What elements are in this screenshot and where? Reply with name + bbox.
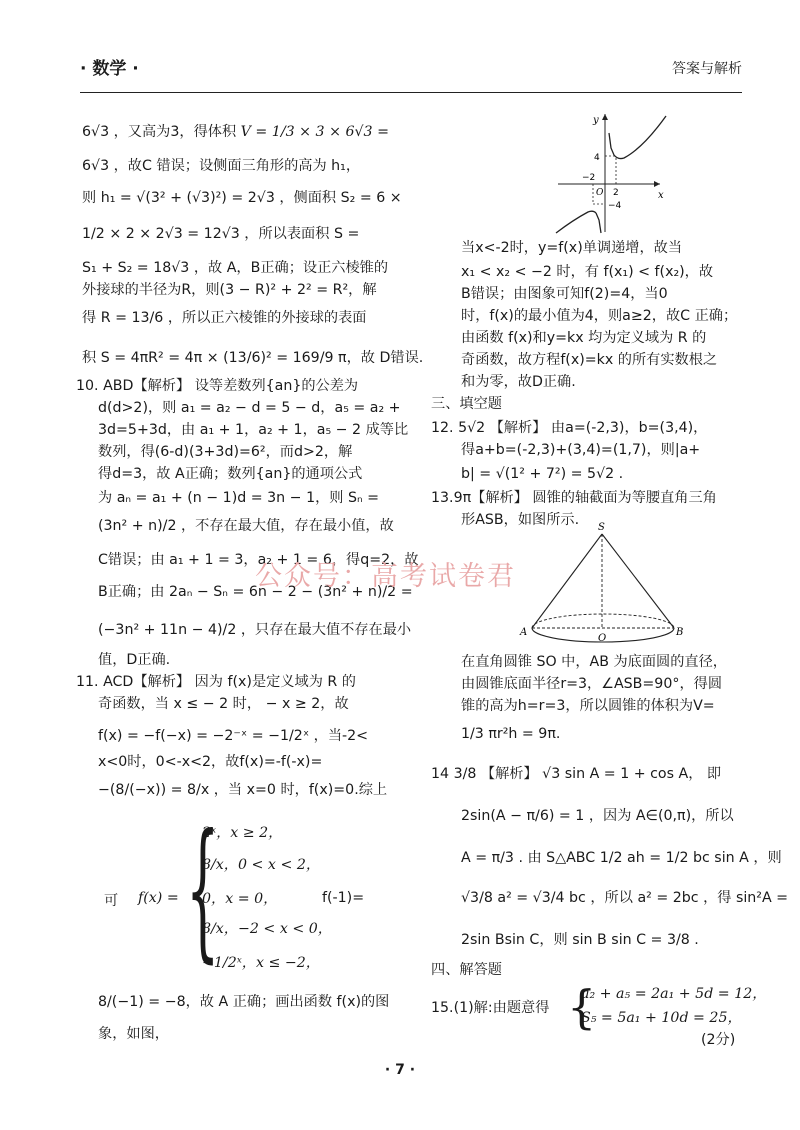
right-line-1: 当x<-2时，y=f(x)单调递增，故当: [461, 240, 683, 256]
piecewise-brace: {: [186, 803, 220, 977]
q14-line-4: √3/8 a² = √3/4 bc ，所以 a² = 2bc ，得 sin²A =: [461, 890, 789, 906]
text-l1b: V = 1/3 × 3 × 6√3 =: [240, 124, 389, 140]
section-3-heading: 三、填空题: [431, 396, 502, 412]
q10-line-11: 值，D正确.: [98, 652, 171, 668]
case-5: −1/2ˣ，x ≤ −2，: [202, 955, 320, 971]
left-line-1: [82, 122, 389, 143]
q13-line-6: 1/3 πr²h = 9π.: [461, 726, 561, 742]
q10-line-4: 数列，得(6-d)(3+3d)=6²，而d>2，解: [98, 444, 353, 460]
q15-points: (2分): [701, 1032, 736, 1048]
header-subject: · 数学 ·: [80, 59, 139, 79]
right-line-7: 和为零，故D正确.: [461, 374, 576, 390]
q10-line-2: d(d>2)，则 a₁ = a₂ − d = 5 − d，a₅ = a₂ +: [98, 400, 401, 416]
q11-line-5: −(8/(−x)) = 8/x ，当 x=0 时，f(x)=0.综上: [98, 782, 388, 798]
q13-line-2: 形ASB，如图所示.: [461, 512, 580, 528]
q11-line-7: 象，如图，: [98, 1026, 169, 1042]
text-l1a: 6√3 ，又高为3，得体积: [82, 124, 237, 140]
graph-y-label: y: [593, 115, 599, 126]
q13-line-4: 由圆锥底面半径r=3，∠ASB=90°，得圆: [461, 676, 723, 692]
q11-line-1: 11. ACD【解析】 因为 f(x)是定义域为 R 的: [76, 674, 356, 690]
left-line-4: 1/2 × 2 × 2√3 = 12√3 ，所以表面积 S =: [82, 226, 360, 242]
left-line-6: 外接球的半径为R，则(3 − R)² + 2² = R²，解: [82, 282, 377, 298]
right-line-6: 奇函数，故方程f(x)=kx 的所有实数根之: [461, 352, 718, 368]
right-line-4: 时，f(x)的最小值为4，则a≥2，故C 正确；: [461, 308, 738, 324]
q11-line-4: x<0时，0<-x<2，故f(x)=-f(-x)=: [98, 754, 323, 770]
function-graph-svg: [548, 108, 678, 238]
left-line-7: 得 R = 13/6 ，所以正六棱锥的外接球的表面: [82, 310, 367, 326]
q11-line-3: f(x) = −f(−x) = −2⁻ˣ = −1/2ˣ ，当-2<: [98, 728, 369, 744]
graph-tick-minus4: −4: [608, 201, 622, 211]
section-4-heading: 四、解答题: [431, 962, 502, 978]
header-rule: [80, 92, 742, 93]
q12-line-2: 得a+b=(-2,3)+(3,4)=(1,7)，则|a+: [461, 442, 701, 458]
graph-tick-4: 4: [594, 153, 600, 163]
graph-tick-minus2: −2: [582, 173, 596, 183]
graph-x-label: x: [658, 190, 664, 201]
case-1: 2ˣ，x ≥ 2，: [202, 825, 283, 841]
right-line-5: 由函数 f(x)和y=kx 均为定义域为 R 的: [461, 330, 707, 346]
q10-line-7: (3n² + n)/2 ，不存在最大值，存在最小值，故: [98, 518, 394, 534]
page-number: · 7 ·: [384, 1062, 416, 1078]
left-line-5: S₁ + S₂ = 18√3 ，故 A，B正确；设正六棱锥的: [82, 260, 389, 276]
left-line-2: 6√3 ，故C 错误；设侧面三角形的高为 h₁，: [82, 158, 361, 174]
header-section: 答案与解析: [672, 61, 742, 77]
case-3: 0，x = 0，: [202, 891, 278, 907]
q11-line-6: 8/(−1) = −8，故 A 正确；画出函数 f(x)的图: [98, 994, 390, 1010]
q10-line-3: 3d=5+3d，由 a₁ + 1，a₂ + 1，a₅ − 2 成等比: [98, 422, 409, 438]
q10-line-1: 10. ABD【解析】 设等差数列{an}的公差为: [76, 378, 359, 394]
graph-tick-2: 2: [613, 188, 619, 198]
q14-line-2: 2sin(A − π/6) = 1 ，因为 A∈(0,π)，所以: [461, 808, 734, 824]
right-line-2: x₁ < x₂ < −2 时，有 f(x₁) < f(x₂)，故: [461, 264, 714, 280]
graph-origin: O: [596, 188, 604, 198]
q14-line-1: 14 3/8 【解析】 √3 sin A = 1 + cos A， 即: [431, 766, 722, 782]
q14-line-3: A = π/3 . 由 S△ABC 1/2 ah = 1/2 bc sin A ，则: [461, 850, 782, 866]
q11-line-2: 奇函数，当 x ≤ − 2 时， − x ≥ 2，故: [98, 696, 349, 712]
cone-svg: [518, 520, 690, 645]
cone-label-o: O: [598, 633, 607, 644]
watermark-text: 公众号：高考试卷君: [255, 561, 516, 592]
q11-f-minus1: f(-1)=: [322, 890, 365, 906]
q10-line-5: 得d=3，故 A正确；数列{an}的通项公式: [98, 466, 363, 482]
q12-line-1: 12. 5√2 【解析】 由a=(-2,3)，b=(3,4)，: [431, 420, 708, 436]
left-line-3: 则 h₁ = √(3² + (√3)²) = 2√3 ，侧面积 S₂ = 6 ×: [82, 190, 402, 206]
q10-line-10: (−3n² + 11n − 4)/2 ，只存在最大值不存在最小: [98, 622, 412, 638]
cone-label-s: S: [598, 522, 605, 533]
q11-ke: 可: [104, 893, 119, 909]
q10-line-8: C错误；由 a₁ + 1 = 3，a₂ + 1 = 6，得q=2，故: [98, 552, 419, 568]
q12-line-3: b| = √(1² + 7²) = 5√2 .: [461, 466, 624, 482]
function-graph: [548, 108, 678, 238]
q11-fx-label: f(x) =: [138, 890, 179, 906]
cone-label-a: A: [520, 627, 528, 638]
cone-label-b: B: [676, 627, 684, 638]
q13-line-3: 在直角圆锥 SO 中，AB 为底面圆的直径，: [461, 654, 727, 670]
q14-line-5: 2sin Bsin C，则 sin B sin C = 3/8 .: [461, 932, 699, 948]
left-line-8: 积 S = 4πR² = 4π × (13/6)² = 169/9 π，故 D错误.: [82, 350, 424, 366]
q15-intro: 15.(1)解:由题意得: [431, 1000, 550, 1016]
q13-line-5: 锥的高为h=r=3，所以圆锥的体积为V=: [461, 698, 715, 714]
q15-eq-2: S₅ = 5a₁ + 10d = 25，: [581, 1010, 742, 1026]
case-2: 8/x，0 < x < 2，: [202, 857, 321, 873]
q15-brace: {: [567, 980, 597, 1034]
cone-figure: [518, 520, 690, 645]
case-4: 8/x，−2 < x < 0，: [202, 921, 332, 937]
q10-line-6: 为 aₙ = a₁ + (n − 1)d = 3n − 1，则 Sₙ =: [98, 490, 380, 506]
right-line-3: B错误；由图象可知f(2)=4，当0: [461, 286, 668, 302]
q13-line-1: 13.9π【解析】 圆锥的轴截面为等腰直角三角: [431, 490, 717, 506]
q10-line-9: B正确；由 2aₙ − Sₙ = 6n − 2 − (3n² + n)/2 =: [98, 584, 413, 600]
q15-eq-1: a₂ + a₅ = 2a₁ + 5d = 12，: [581, 986, 767, 1002]
